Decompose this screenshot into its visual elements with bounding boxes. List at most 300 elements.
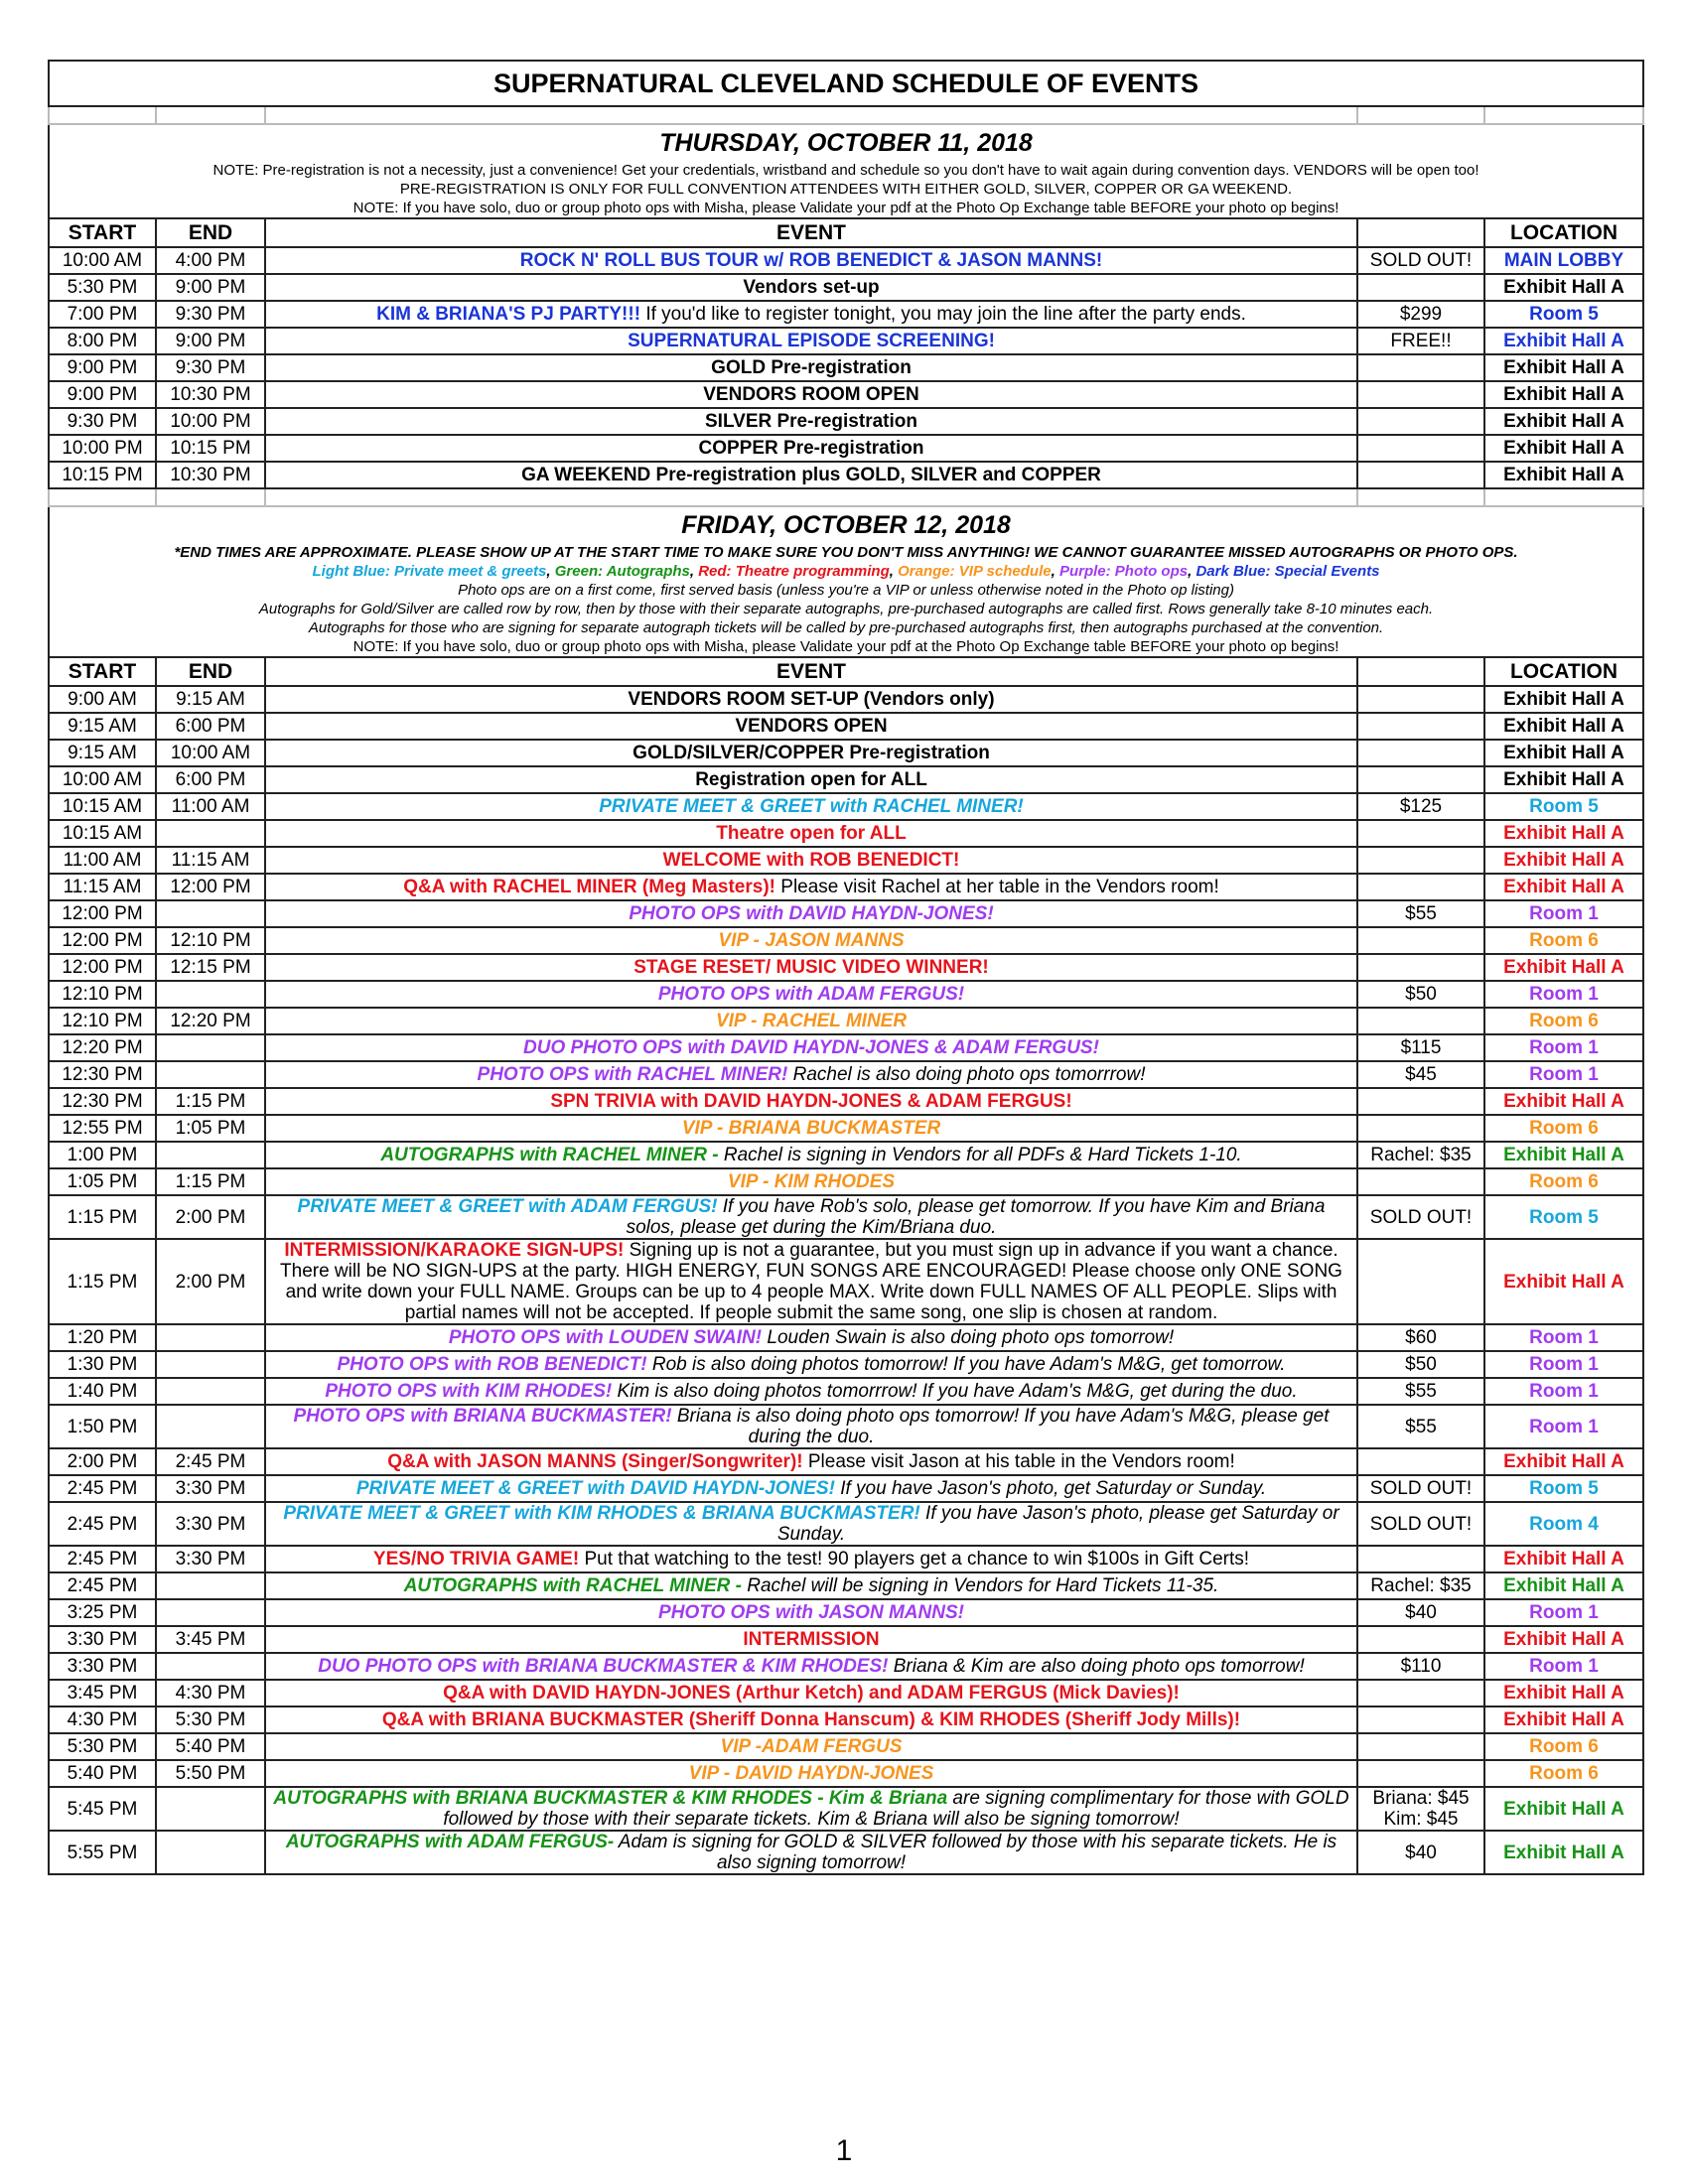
- event-cell: [265, 354, 1357, 381]
- legend-separator: ,: [1051, 562, 1059, 580]
- event-start-time: 9:15 AM: [49, 740, 156, 766]
- color-legend: [49, 562, 1643, 581]
- event-end-time: [156, 1653, 265, 1680]
- event-cell: [265, 328, 1357, 354]
- legend-separator: ,: [546, 562, 555, 580]
- event-title: GOLD Pre-registration: [711, 357, 912, 378]
- event-title: PHOTO OPS with JASON MANNS!: [658, 1602, 964, 1623]
- event-start-time: 10:15 AM: [49, 820, 156, 847]
- event-end-time: [156, 1324, 265, 1351]
- event-row: [49, 847, 1643, 874]
- event-end-time: 11:00 AM: [156, 793, 265, 820]
- event-end-time: 5:50 PM: [156, 1760, 265, 1787]
- event-row: [49, 1680, 1643, 1706]
- event-start-time: 5:45 PM: [49, 1787, 156, 1831]
- event-end-time: 9:30 PM: [156, 354, 265, 381]
- event-description: Put that watching to the test! 90 players get a chance to win $100s in Gift Certs!: [579, 1549, 1250, 1570]
- thursday-column-header-row: [49, 218, 1643, 247]
- legend-item: Light Blue: Private meet & greets: [312, 562, 547, 580]
- event-start-time: 12:00 PM: [49, 900, 156, 927]
- event-start-time: 10:15 AM: [49, 793, 156, 820]
- event-title: VIP - BRIANA BUCKMASTER: [681, 1118, 941, 1139]
- event-price: $110: [1357, 1653, 1484, 1680]
- event-title: INTERMISSION/KARAOKE SIGN-UPS!: [284, 1240, 625, 1261]
- header-event: EVENT: [265, 657, 1357, 686]
- event-start-time: 8:00 PM: [49, 328, 156, 354]
- event-location: Room 5: [1484, 1475, 1643, 1502]
- event-title: PHOTO OPS with RACHEL MINER!: [477, 1064, 788, 1085]
- event-cell: [265, 1239, 1357, 1324]
- event-cell: [265, 874, 1357, 900]
- event-location: Room 1: [1484, 900, 1643, 927]
- event-location: Exhibit Hall A: [1484, 820, 1643, 847]
- event-row: [49, 1168, 1643, 1195]
- event-end-time: 12:15 PM: [156, 954, 265, 981]
- event-start-time: 3:25 PM: [49, 1599, 156, 1626]
- event-title: AUTOGRAPHS with BRIANA BUCKMASTER & KIM RHODES - Kim & Briana: [273, 1788, 948, 1809]
- event-location: Room 1: [1484, 1324, 1643, 1351]
- event-cell: [265, 1405, 1357, 1448]
- event-price: Rachel: $35: [1357, 1572, 1484, 1599]
- event-price: [1357, 1448, 1484, 1475]
- event-row: [49, 435, 1643, 462]
- event-end-time: [156, 981, 265, 1008]
- event-price: $299: [1357, 301, 1484, 328]
- color-legend-row: [49, 562, 1643, 581]
- event-cell: [265, 1008, 1357, 1034]
- event-title: PHOTO OPS with LOUDEN SWAIN!: [448, 1327, 763, 1348]
- event-title: AUTOGRAPHS with RACHEL MINER -: [403, 1575, 742, 1596]
- event-cell: [265, 1831, 1357, 1874]
- event-end-time: 12:10 PM: [156, 927, 265, 954]
- event-end-time: [156, 1378, 265, 1405]
- note-row: [49, 199, 1643, 218]
- event-title: SPN TRIVIA with DAVID HAYDN-JONES & ADAM FERGUS!: [550, 1091, 1072, 1112]
- event-location: Room 5: [1484, 1195, 1643, 1239]
- event-row: [49, 328, 1643, 354]
- event-price: [1357, 1239, 1484, 1324]
- event-location: Exhibit Hall A: [1484, 713, 1643, 740]
- header-price: [1357, 657, 1484, 686]
- event-location: Room 6: [1484, 927, 1643, 954]
- event-start-time: 10:00 PM: [49, 435, 156, 462]
- event-cell: [265, 1195, 1357, 1239]
- event-row: [49, 1405, 1643, 1448]
- event-location: Exhibit Hall A: [1484, 274, 1643, 301]
- event-title: VIP - JASON MANNS: [718, 930, 905, 951]
- event-location: Exhibit Hall A: [1484, 1680, 1643, 1706]
- event-end-time: 4:00 PM: [156, 247, 265, 274]
- event-end-time: 6:00 PM: [156, 713, 265, 740]
- event-start-time: 12:10 PM: [49, 981, 156, 1008]
- event-row: [49, 1239, 1643, 1324]
- event-row: [49, 713, 1643, 740]
- event-cell: [265, 954, 1357, 981]
- event-description: Briana is also doing photo ops tomorrow! If you have Adam's M&G, please get during the duo.: [671, 1406, 1330, 1447]
- event-end-time: 1:15 PM: [156, 1168, 265, 1195]
- event-title: PHOTO OPS with BRIANA BUCKMASTER!: [293, 1406, 672, 1427]
- event-title: COPPER Pre-registration: [698, 438, 924, 459]
- event-price: $40: [1357, 1599, 1484, 1626]
- event-price: [1357, 1680, 1484, 1706]
- event-location: Room 5: [1484, 793, 1643, 820]
- note-text: Autographs for those who are signing for separate autograph tickets will be called by pre-purchased autographs first, then autographs purchased at the convention.: [49, 618, 1643, 637]
- event-title: Vendors set-up: [743, 277, 880, 298]
- event-start-time: 12:55 PM: [49, 1115, 156, 1142]
- event-row: [49, 740, 1643, 766]
- event-price: [1357, 1733, 1484, 1760]
- note-row: [49, 618, 1643, 637]
- event-row: [49, 1706, 1643, 1733]
- event-end-time: [156, 1034, 265, 1061]
- event-end-time: [156, 1061, 265, 1088]
- event-title: PHOTO OPS with ROB BENEDICT!: [337, 1354, 647, 1375]
- event-title: PRIVATE MEET & GREET with KIM RHODES & BRIANA BUCKMASTER!: [283, 1503, 920, 1524]
- event-title: PRIVATE MEET & GREET with RACHEL MINER!: [599, 796, 1024, 817]
- event-cell: [265, 274, 1357, 301]
- event-cell: [265, 847, 1357, 874]
- event-cell: [265, 247, 1357, 274]
- event-price: [1357, 740, 1484, 766]
- event-price: $50: [1357, 1351, 1484, 1378]
- event-end-time: 9:30 PM: [156, 301, 265, 328]
- event-row: [49, 1787, 1643, 1831]
- event-location: Exhibit Hall A: [1484, 1626, 1643, 1653]
- event-row: [49, 1831, 1643, 1874]
- event-start-time: 1:00 PM: [49, 1142, 156, 1168]
- event-description: Rachel will be signing in Vendors for Hard Tickets 11-35.: [741, 1575, 1219, 1596]
- event-price: $125: [1357, 793, 1484, 820]
- page-title: SUPERNATURAL CLEVELAND SCHEDULE OF EVENTS: [49, 61, 1643, 106]
- event-cell: [265, 1475, 1357, 1502]
- event-price: Rachel: $35: [1357, 1142, 1484, 1168]
- event-price: [1357, 874, 1484, 900]
- event-location: Room 1: [1484, 1378, 1643, 1405]
- header-price: [1357, 218, 1484, 247]
- event-cell: [265, 686, 1357, 713]
- event-cell: [265, 1061, 1357, 1088]
- event-title: VENDORS OPEN: [735, 716, 888, 737]
- event-price: [1357, 954, 1484, 981]
- note-text: NOTE: If you have solo, duo or group photo ops with Misha, please Validate your pdf at the Photo Op Exchange table BEFORE your photo op begins!: [49, 199, 1643, 218]
- event-location: Exhibit Hall A: [1484, 1142, 1643, 1168]
- event-price: $115: [1357, 1034, 1484, 1061]
- friday-heading: FRIDAY, OCTOBER 12, 2018: [49, 506, 1643, 543]
- event-start-time: 5:30 PM: [49, 1733, 156, 1760]
- event-cell: [265, 713, 1357, 740]
- event-price: [1357, 1008, 1484, 1034]
- note-row: [49, 161, 1643, 180]
- event-price: [1357, 1760, 1484, 1787]
- event-cell: [265, 1680, 1357, 1706]
- event-start-time: 9:30 PM: [49, 408, 156, 435]
- event-start-time: 9:00 AM: [49, 686, 156, 713]
- event-end-time: [156, 820, 265, 847]
- event-title: PRIVATE MEET & GREET with ADAM FERGUS!: [297, 1196, 718, 1217]
- event-start-time: 10:00 AM: [49, 247, 156, 274]
- event-location: Exhibit Hall A: [1484, 1448, 1643, 1475]
- legend-item: Red: Theatre programming: [698, 562, 890, 580]
- event-price: $55: [1357, 1378, 1484, 1405]
- event-cell: [265, 381, 1357, 408]
- spacer-row: [49, 488, 1643, 506]
- event-row: [49, 408, 1643, 435]
- event-description: Briana & Kim are also doing photo ops tomorrow!: [888, 1656, 1305, 1677]
- event-location: Exhibit Hall A: [1484, 874, 1643, 900]
- event-description: If you have Rob's solo, please get tomorrow. If you have Kim and Briana solos, please get during the Kim/Briana duo.: [626, 1196, 1326, 1238]
- event-description: Please visit Rachel at her table in the Vendors room!: [775, 877, 1219, 897]
- event-description: Kim is also doing photos tomorrrow! If you have Adam's M&G, get during the duo.: [612, 1381, 1298, 1402]
- event-start-time: 1:15 PM: [49, 1195, 156, 1239]
- schedule-table: [48, 60, 1644, 1875]
- event-cell: [265, 1733, 1357, 1760]
- event-description: Adam is signing for GOLD & SILVER followed by those with his separate tickets. He is also signing tomorrow!: [614, 1832, 1337, 1873]
- legend-item: Purple: Photo ops: [1058, 562, 1189, 580]
- event-cell: [265, 1546, 1357, 1572]
- event-location: Exhibit Hall A: [1484, 354, 1643, 381]
- event-end-time: 9:15 AM: [156, 686, 265, 713]
- event-cell: [265, 981, 1357, 1008]
- event-end-time: 10:00 PM: [156, 408, 265, 435]
- event-location: Room 1: [1484, 1351, 1643, 1378]
- event-row: [49, 1572, 1643, 1599]
- event-title: DUO PHOTO OPS with DAVID HAYDN-JONES & ADAM FERGUS!: [523, 1037, 1099, 1058]
- event-end-time: [156, 1351, 265, 1378]
- event-title: ROCK N' ROLL BUS TOUR w/ ROB BENEDICT & JASON MANNS!: [519, 250, 1103, 271]
- event-title: STAGE RESET/ MUSIC VIDEO WINNER!: [633, 957, 989, 978]
- event-location: Room 6: [1484, 1733, 1643, 1760]
- event-end-time: 1:05 PM: [156, 1115, 265, 1142]
- event-title: Registration open for ALL: [695, 769, 927, 790]
- event-price: [1357, 1626, 1484, 1653]
- event-title: VENDORS ROOM SET-UP (Vendors only): [628, 689, 995, 710]
- event-title: YES/NO TRIVIA GAME!: [372, 1549, 580, 1570]
- event-cell: [265, 1599, 1357, 1626]
- event-title: Q&A with BRIANA BUCKMASTER (Sheriff Donna Hanscum) & KIM RHODES (Sheriff Jody Mills)!: [381, 1709, 1241, 1730]
- event-price: $50: [1357, 981, 1484, 1008]
- event-row: [49, 1088, 1643, 1115]
- event-price: FREE!!: [1357, 328, 1484, 354]
- event-location: Room 6: [1484, 1008, 1643, 1034]
- event-price: [1357, 820, 1484, 847]
- event-end-time: 9:00 PM: [156, 328, 265, 354]
- event-end-time: 3:30 PM: [156, 1502, 265, 1546]
- note-row: [49, 581, 1643, 600]
- event-start-time: 3:30 PM: [49, 1653, 156, 1680]
- event-start-time: 9:15 AM: [49, 713, 156, 740]
- event-description: Please visit Jason at his table in the Vendors room!: [802, 1451, 1235, 1472]
- event-cell: [265, 408, 1357, 435]
- event-title: PHOTO OPS with DAVID HAYDN-JONES!: [629, 903, 994, 924]
- event-end-time: [156, 1142, 265, 1168]
- event-end-time: 5:30 PM: [156, 1706, 265, 1733]
- thursday-heading: THURSDAY, OCTOBER 11, 2018: [49, 124, 1643, 161]
- event-row: [49, 247, 1643, 274]
- event-description: Rob is also doing photos tomorrow! If you have Adam's M&G, get tomorrow.: [646, 1354, 1286, 1375]
- event-start-time: 12:20 PM: [49, 1034, 156, 1061]
- event-end-time: 3:30 PM: [156, 1475, 265, 1502]
- event-title: DUO PHOTO OPS with BRIANA BUCKMASTER & KIM RHODES!: [318, 1656, 889, 1677]
- event-price: $45: [1357, 1061, 1484, 1088]
- event-price: [1357, 766, 1484, 793]
- event-price: SOLD OUT!: [1357, 1195, 1484, 1239]
- event-row: [49, 1733, 1643, 1760]
- event-location: Room 6: [1484, 1168, 1643, 1195]
- event-location: Exhibit Hall A: [1484, 1706, 1643, 1733]
- event-end-time: 10:15 PM: [156, 435, 265, 462]
- note-text: PRE-REGISTRATION IS ONLY FOR FULL CONVENTION ATTENDEES WITH EITHER GOLD, SILVER, COPPER OR GA WEEKEND.: [49, 180, 1643, 199]
- event-end-time: 9:00 PM: [156, 274, 265, 301]
- legend-item: Orange: VIP schedule: [898, 562, 1052, 580]
- event-start-time: 12:30 PM: [49, 1088, 156, 1115]
- event-end-time: 6:00 PM: [156, 766, 265, 793]
- event-description: are signing complimentary for those with GOLD followed by those with their separate tickets. Kim & Briana will also be signing tomorrow!: [443, 1788, 1349, 1830]
- event-cell: [265, 1168, 1357, 1195]
- event-end-time: 5:40 PM: [156, 1733, 265, 1760]
- event-location: Exhibit Hall A: [1484, 462, 1643, 488]
- event-price: [1357, 927, 1484, 954]
- header-end: END: [156, 218, 265, 247]
- event-row: [49, 1142, 1643, 1168]
- event-row: [49, 354, 1643, 381]
- event-location: Exhibit Hall A: [1484, 740, 1643, 766]
- event-title: Q&A with DAVID HAYDN-JONES (Arthur Ketch) and ADAM FERGUS (Mick Davies)!: [443, 1683, 1180, 1704]
- note-row: [49, 543, 1643, 562]
- legend-item: Dark Blue: Special Events: [1196, 562, 1380, 580]
- event-title: SUPERNATURAL EPISODE SCREENING!: [628, 331, 995, 351]
- event-title: SILVER Pre-registration: [705, 411, 917, 432]
- event-price: [1357, 713, 1484, 740]
- event-start-time: 5:55 PM: [49, 1831, 156, 1874]
- event-cell: [265, 1626, 1357, 1653]
- header-start: START: [49, 218, 156, 247]
- event-start-time: 7:00 PM: [49, 301, 156, 328]
- event-end-time: 12:00 PM: [156, 874, 265, 900]
- event-cell: [265, 766, 1357, 793]
- event-location: Exhibit Hall A: [1484, 408, 1643, 435]
- event-location: Room 1: [1484, 981, 1643, 1008]
- event-title: GA WEEKEND Pre-registration plus GOLD, SILVER and COPPER: [521, 465, 1101, 485]
- event-title: GOLD/SILVER/COPPER Pre-registration: [633, 743, 990, 763]
- event-location: Exhibit Hall A: [1484, 847, 1643, 874]
- event-row: [49, 820, 1643, 847]
- event-price: SOLD OUT!: [1357, 1502, 1484, 1546]
- event-end-time: 2:45 PM: [156, 1448, 265, 1475]
- event-title: Theatre open for ALL: [716, 823, 907, 844]
- event-row: [49, 381, 1643, 408]
- event-location: Room 6: [1484, 1760, 1643, 1787]
- legend-separator: ,: [689, 562, 699, 580]
- event-price: [1357, 408, 1484, 435]
- event-row: [49, 462, 1643, 488]
- event-row: [49, 1034, 1643, 1061]
- event-row: [49, 1378, 1643, 1405]
- event-location: Room 1: [1484, 1405, 1643, 1448]
- event-cell: [265, 462, 1357, 488]
- event-row: [49, 927, 1643, 954]
- event-location: Exhibit Hall A: [1484, 1088, 1643, 1115]
- event-cell: [265, 740, 1357, 766]
- event-row: [49, 766, 1643, 793]
- event-row: [49, 1195, 1643, 1239]
- event-description: If you'd like to register tonight, you may join the line after the party ends.: [640, 304, 1246, 325]
- event-start-time: 3:30 PM: [49, 1626, 156, 1653]
- event-start-time: 1:20 PM: [49, 1324, 156, 1351]
- event-cell: [265, 1653, 1357, 1680]
- event-description: Louden Swain is also doing photo ops tomorrow!: [762, 1327, 1175, 1348]
- event-start-time: 2:45 PM: [49, 1546, 156, 1572]
- event-start-time: 1:40 PM: [49, 1378, 156, 1405]
- event-start-time: 12:00 PM: [49, 954, 156, 981]
- event-row: [49, 1653, 1643, 1680]
- event-start-time: 10:15 PM: [49, 462, 156, 488]
- note-text: NOTE: If you have solo, duo or group photo ops with Misha, please Validate your pdf at the Photo Op Exchange table BEFORE your photo op begins!: [49, 637, 1643, 657]
- event-end-time: 4:30 PM: [156, 1680, 265, 1706]
- event-end-time: [156, 1572, 265, 1599]
- event-location: Room 1: [1484, 1061, 1643, 1088]
- event-end-time: 12:20 PM: [156, 1008, 265, 1034]
- note-text: Photo ops are on a first come, first served basis (unless you're a VIP or unless otherwise noted in the Photo op listing): [49, 581, 1643, 600]
- event-row: [49, 981, 1643, 1008]
- event-price: $60: [1357, 1324, 1484, 1351]
- event-title: AUTOGRAPHS with RACHEL MINER -: [380, 1145, 719, 1165]
- event-end-time: 10:30 PM: [156, 462, 265, 488]
- event-location: Exhibit Hall A: [1484, 1572, 1643, 1599]
- event-price: SOLD OUT!: [1357, 1475, 1484, 1502]
- event-row: [49, 954, 1643, 981]
- header-event: EVENT: [265, 218, 1357, 247]
- event-price: [1357, 274, 1484, 301]
- event-location: Exhibit Hall A: [1484, 1239, 1643, 1324]
- event-price: [1357, 435, 1484, 462]
- event-title: VENDORS ROOM OPEN: [703, 384, 919, 405]
- event-start-time: 11:00 AM: [49, 847, 156, 874]
- event-end-time: 10:30 PM: [156, 381, 265, 408]
- event-start-time: 12:30 PM: [49, 1061, 156, 1088]
- event-row: [49, 301, 1643, 328]
- event-title: PHOTO OPS with KIM RHODES!: [325, 1381, 613, 1402]
- event-start-time: 9:00 PM: [49, 354, 156, 381]
- event-price: [1357, 381, 1484, 408]
- event-cell: [265, 301, 1357, 328]
- event-row: [49, 1115, 1643, 1142]
- event-location: Exhibit Hall A: [1484, 1546, 1643, 1572]
- friday-heading-row: [49, 506, 1643, 543]
- note-row: [49, 637, 1643, 657]
- event-cell: [265, 1115, 1357, 1142]
- page-number: 1: [835, 2134, 853, 2167]
- event-end-time: 3:30 PM: [156, 1546, 265, 1572]
- event-row: [49, 1599, 1643, 1626]
- event-description: If you have Jason's photo, get Saturday or Sunday.: [834, 1478, 1267, 1499]
- event-start-time: 12:10 PM: [49, 1008, 156, 1034]
- event-start-time: 10:00 AM: [49, 766, 156, 793]
- event-row: [49, 1324, 1643, 1351]
- event-start-time: 12:00 PM: [49, 927, 156, 954]
- event-start-time: 1:30 PM: [49, 1351, 156, 1378]
- header-end: END: [156, 657, 265, 686]
- event-start-time: 5:40 PM: [49, 1760, 156, 1787]
- event-cell: [265, 793, 1357, 820]
- event-cell: [265, 435, 1357, 462]
- event-cell: [265, 820, 1357, 847]
- event-location: MAIN LOBBY: [1484, 247, 1643, 274]
- friday-column-header-row: [49, 657, 1643, 686]
- event-cell: [265, 1034, 1357, 1061]
- event-location: Room 5: [1484, 301, 1643, 328]
- event-location: Exhibit Hall A: [1484, 1787, 1643, 1831]
- schedule-sheet: [48, 60, 1642, 1875]
